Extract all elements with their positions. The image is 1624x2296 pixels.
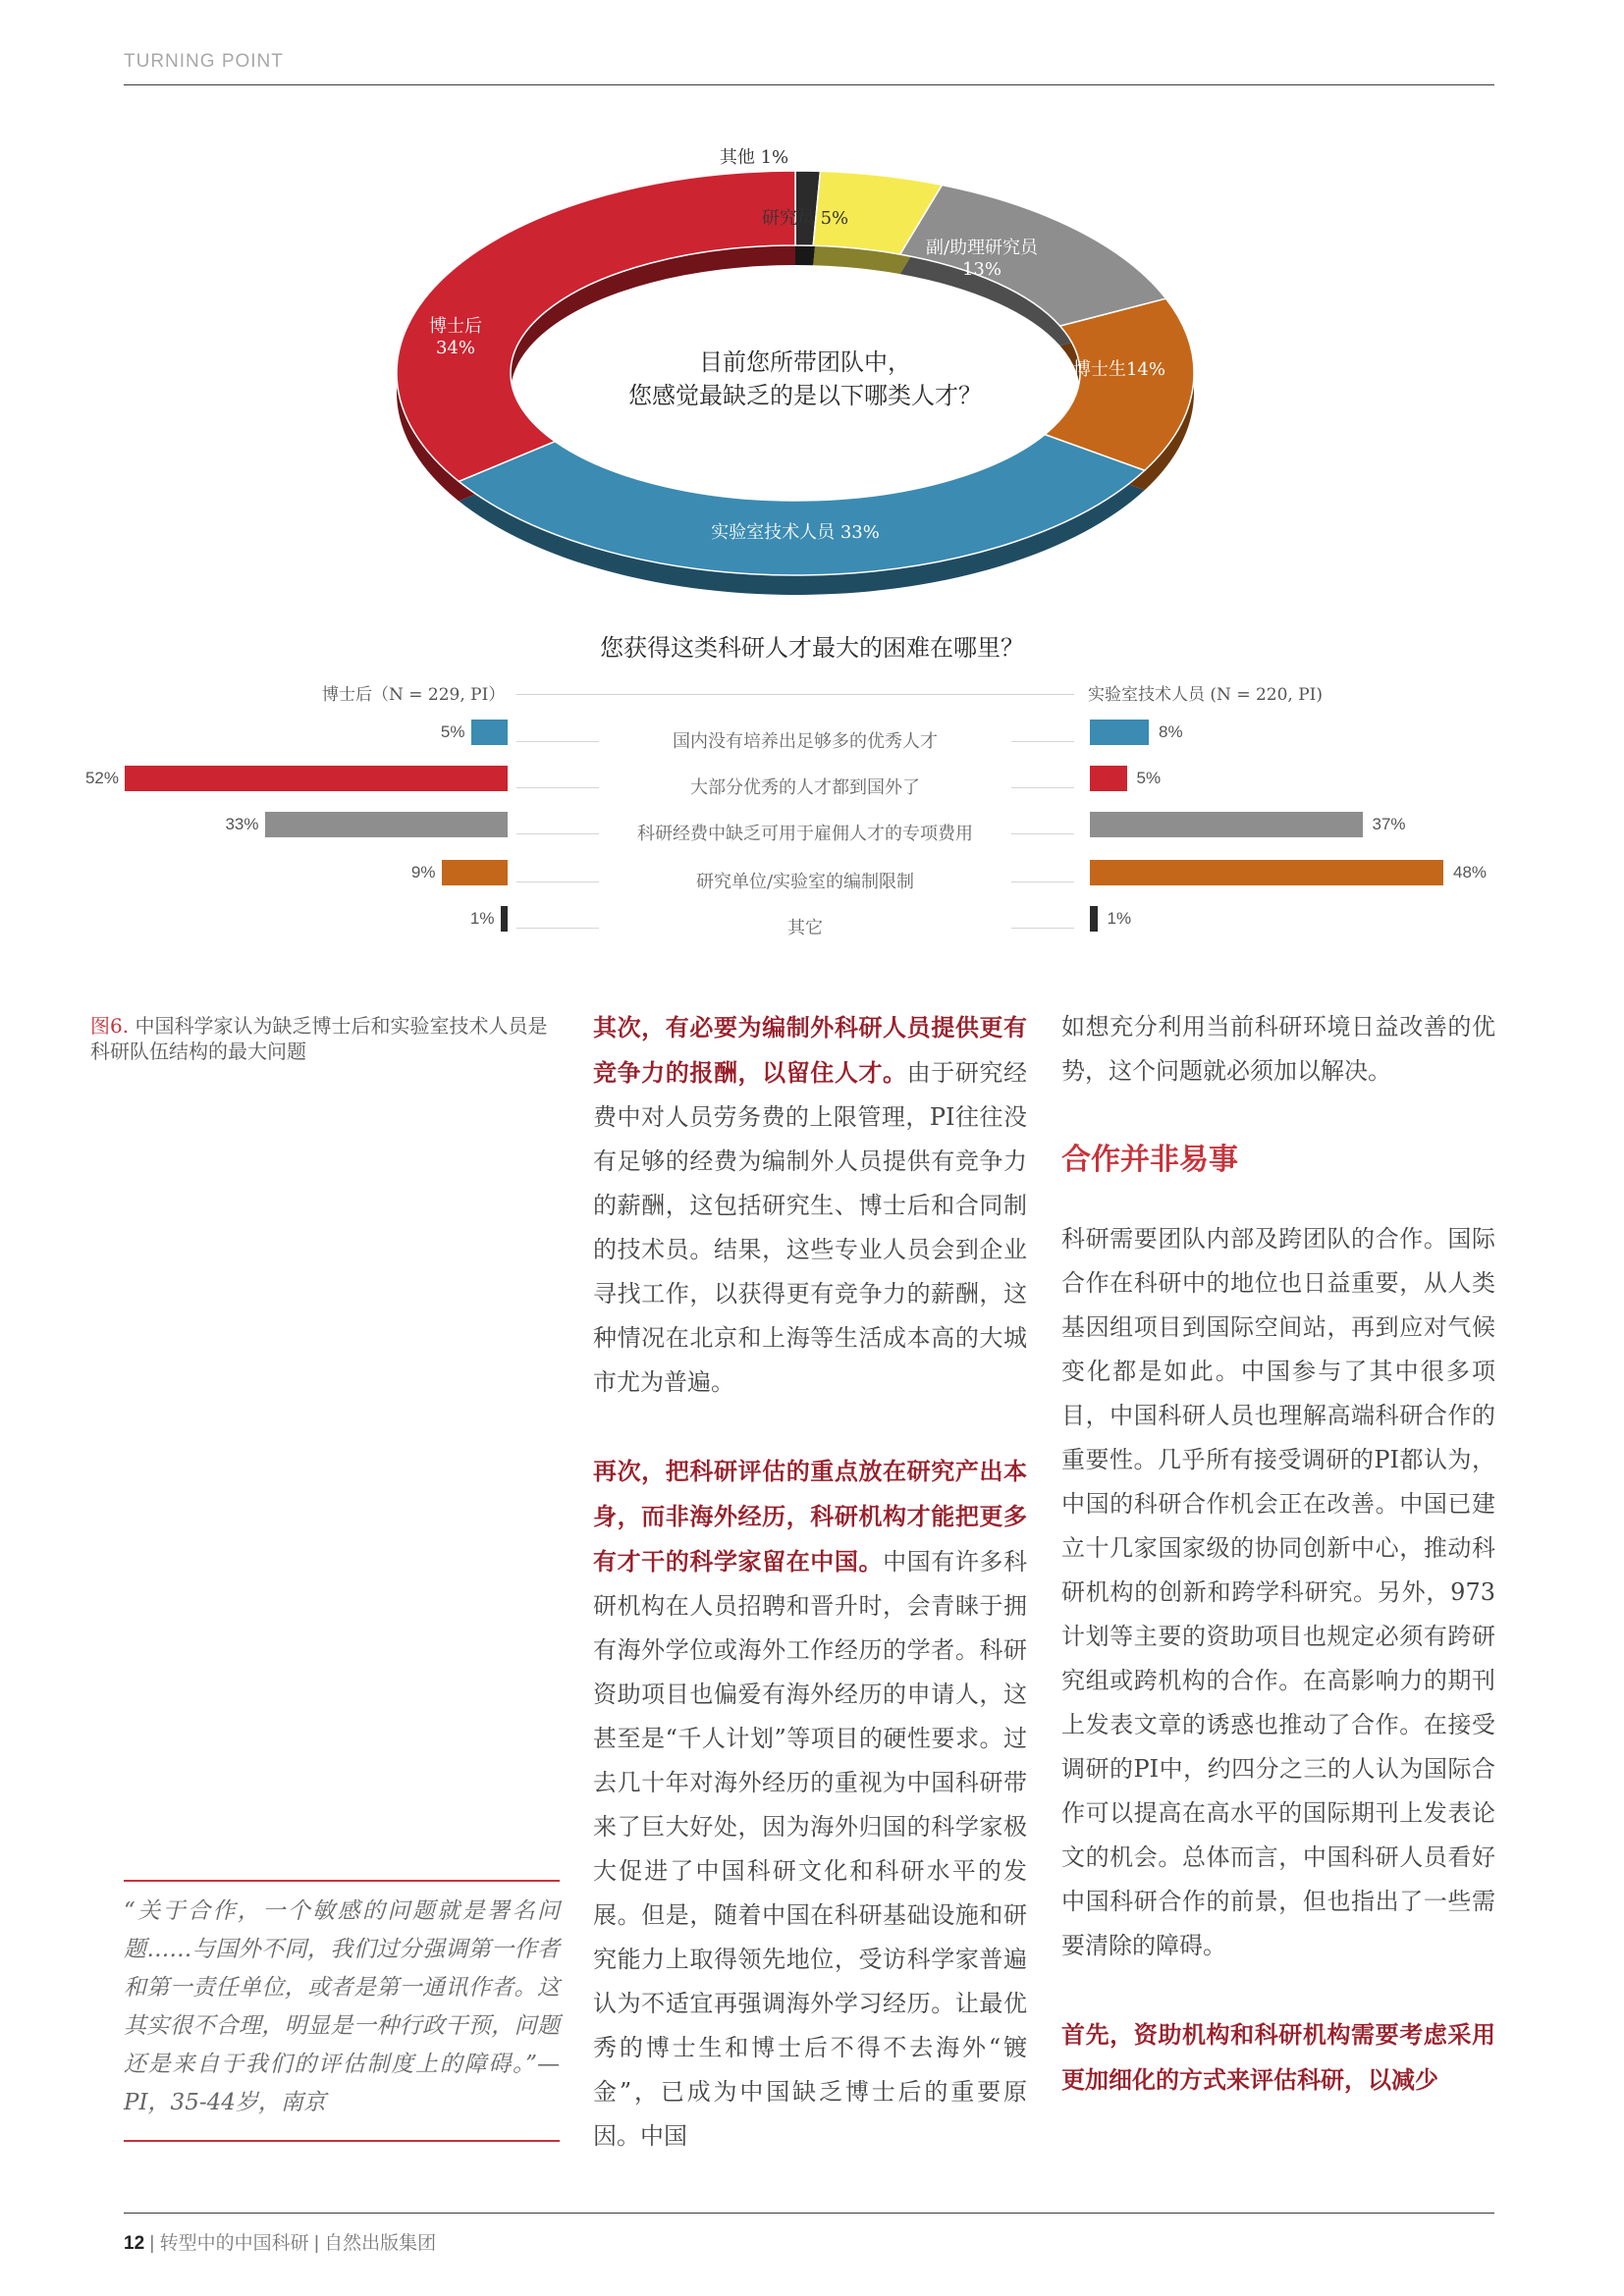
bar-postdoc [471,720,509,745]
footer-publisher: 自然出版集团 [324,2233,437,2254]
footer-sep: | [313,2233,325,2254]
bar-value-label: 52% [84,769,119,787]
donut-label: 研究员 5% [761,208,849,229]
footer-sep: | [149,2233,160,2254]
bar-value-label: 1% [1107,909,1132,928]
bar-value-label: 33% [225,815,259,833]
figure-number: 图6. [90,1014,130,1038]
donut-question-line1: 目前您所带团队中， [699,348,911,376]
paragraph [593,1005,1027,1405]
donut-label: 副/助理研究员 13% [925,238,1039,280]
bar-value-label: 9% [410,863,436,881]
figure-caption-text: 中国科学家认为缺乏博士后和实验室技术人员是科研队伍结构的最大问题 [90,1014,548,1063]
donut-label: 博士生14% [1072,359,1166,380]
category-label: 研究单位/实验室的编制限制 [599,868,1011,893]
bar-value-label: 8% [1159,722,1183,741]
series-divider [516,694,1074,695]
bar-lab-tech [1090,720,1149,745]
bar-lab-tech [1090,906,1098,932]
page-number: 12 [124,2233,145,2254]
bar-postdoc [265,812,509,837]
paragraph [593,1449,1027,2159]
quote-rule-top [124,1880,560,1882]
body-column-2 [593,1005,1027,2203]
paragraph-text: 中国有许多科研机构在人员招聘和晋升时，会青睐于拥有海外学位或海外工作经历的学者。科研资助项目也偏爱有海外经历的申请人，这甚至是“千人计划”等项目的硬性要求。过去几十年对海外经历的重视为中国科研带来了巨大好处，因为海外归国的科学家极大促进了中国科研文化和科研水平的发展。但是，随着中国在科研基础设施和研究能力上取得领先地位，受访科学家普遍认为不适宜再强调海外学习经历。让最优秀的博士生和博士后不得不去海外“镀金”，已成为中国缺乏博士后的重要原因。中国 [593,1548,1028,2150]
pull-quote: “关于合作，一个敏感的问题就是署名问题……与国外不同，我们过分强调第一作者和第一责任单位，或者是第一通讯作者。这其实很不合理，明显是一种行政干预，问题还是来自于我们的评估制度上的障碍。”—PI，35-44岁，南京 [124,1898,560,2115]
series-label-lab-tech: 实验室技术人员 (N = 220, PI) [1088,685,1324,705]
paragraph-lead: 其次，有必要为编制外科研人员提供更有竞争力的报酬，以留住人才。 [593,1013,1027,1087]
running-header: TURNING POINT [124,51,284,72]
category-label: 大部分优秀的人才都到国外了 [599,774,1011,799]
section-heading: 合作并非易事 [1061,1144,1238,1176]
footer-publication: 转型中的中国科研 [159,2233,309,2254]
paragraph-lead: 首先，资助机构和科研机构需要考虑采用更加细化的方式来评估科研，以减少 [1061,2020,1495,2094]
bar-postdoc [125,766,508,791]
body-column-3 [1061,1005,1495,2147]
figure-caption [90,1013,552,1064]
bar-lab-tech [1090,812,1363,837]
donut-label: 实验室技术人员 33% [711,522,880,543]
bar-value-label: 5% [440,722,465,741]
category-label: 科研经费中缺乏可用于雇佣人才的专项费用 [599,820,1011,845]
footer-rule [124,2213,1494,2214]
bar-postdoc [501,906,509,932]
bar-value-label: 48% [1453,863,1488,881]
paragraph: 如想充分利用当前科研环境日益改善的优势，这个问题就必须加以解决。 [1061,1013,1495,1085]
series-label-postdoc: 博士后（N = 229, PI） [322,685,506,705]
bar-value-label: 5% [1136,769,1162,787]
quote-rule-bottom [124,2140,560,2142]
bar-value-label: 37% [1372,815,1406,833]
header-rule [124,84,1494,85]
bar-lab-tech [1090,860,1443,885]
donut-label: 博士后 34% [429,316,482,358]
category-label: 其它 [599,914,1011,939]
paragraph-text: 由于研究经费中对人员劳务费的上限管理，PI往往没有足够的经费为编制外人员提供有竞争力的薪酬，这包括研究生、博士后和合同制的技术员。结果，这些专业人员会到企业寻找工作，以获得更有竞争力的薪酬，这种情况在北京和上海等生活成本高的大城市尤为普遍。 [593,1059,1028,1396]
bar-value-label: 1% [469,909,495,928]
bar-lab-tech [1090,766,1127,791]
paragraph: 科研需要团队内部及跨团队的合作。国际合作在科研中的地位也日益重要，从人类基因组项目到国际空间站，再到应对气候变化都是如此。中国参与了其中很多项目，中国科研人员也理解高端科研合作的重要性。几乎所有接受调研的PI都认为，中国的科研合作机会正在改善。中国已建立十几家国家级的协同创新中心，推动科研机构的创新和跨学科研究。另外，973计划等主要的资助项目也规定必须有跨研究组或跨机构的合作。在高影响力的期刊上发表文章的诱惑也推动了合作。在接受调研的PI中，约四分之三的人认为国际合作可以提高在高水平的国际期刊上发表论文的机会。总体而言，中国科研人员看好中国科研合作的前景，但也指出了一些需要清除的障碍。 [1061,1225,1495,1959]
paragraph [1061,2012,1495,2103]
donut-question [579,346,1031,412]
donut-label: 其他 1% [719,147,789,168]
category-label: 国内没有培养出足够多的优秀人才 [599,727,1011,753]
donut-question-line2: 您感觉最缺乏的是以下哪类人才？ [628,382,982,409]
paragraph-lead: 再次，把科研评估的重点放在研究产出本身，而非海外经历，科研机构才能把更多有才干的科学家留在中国。 [593,1457,1027,1575]
bar-postdoc [442,860,509,885]
bar-chart-title: 您获得这类科研人才最大的困难在哪里？ [600,634,1024,662]
page-footer [124,2228,436,2255]
